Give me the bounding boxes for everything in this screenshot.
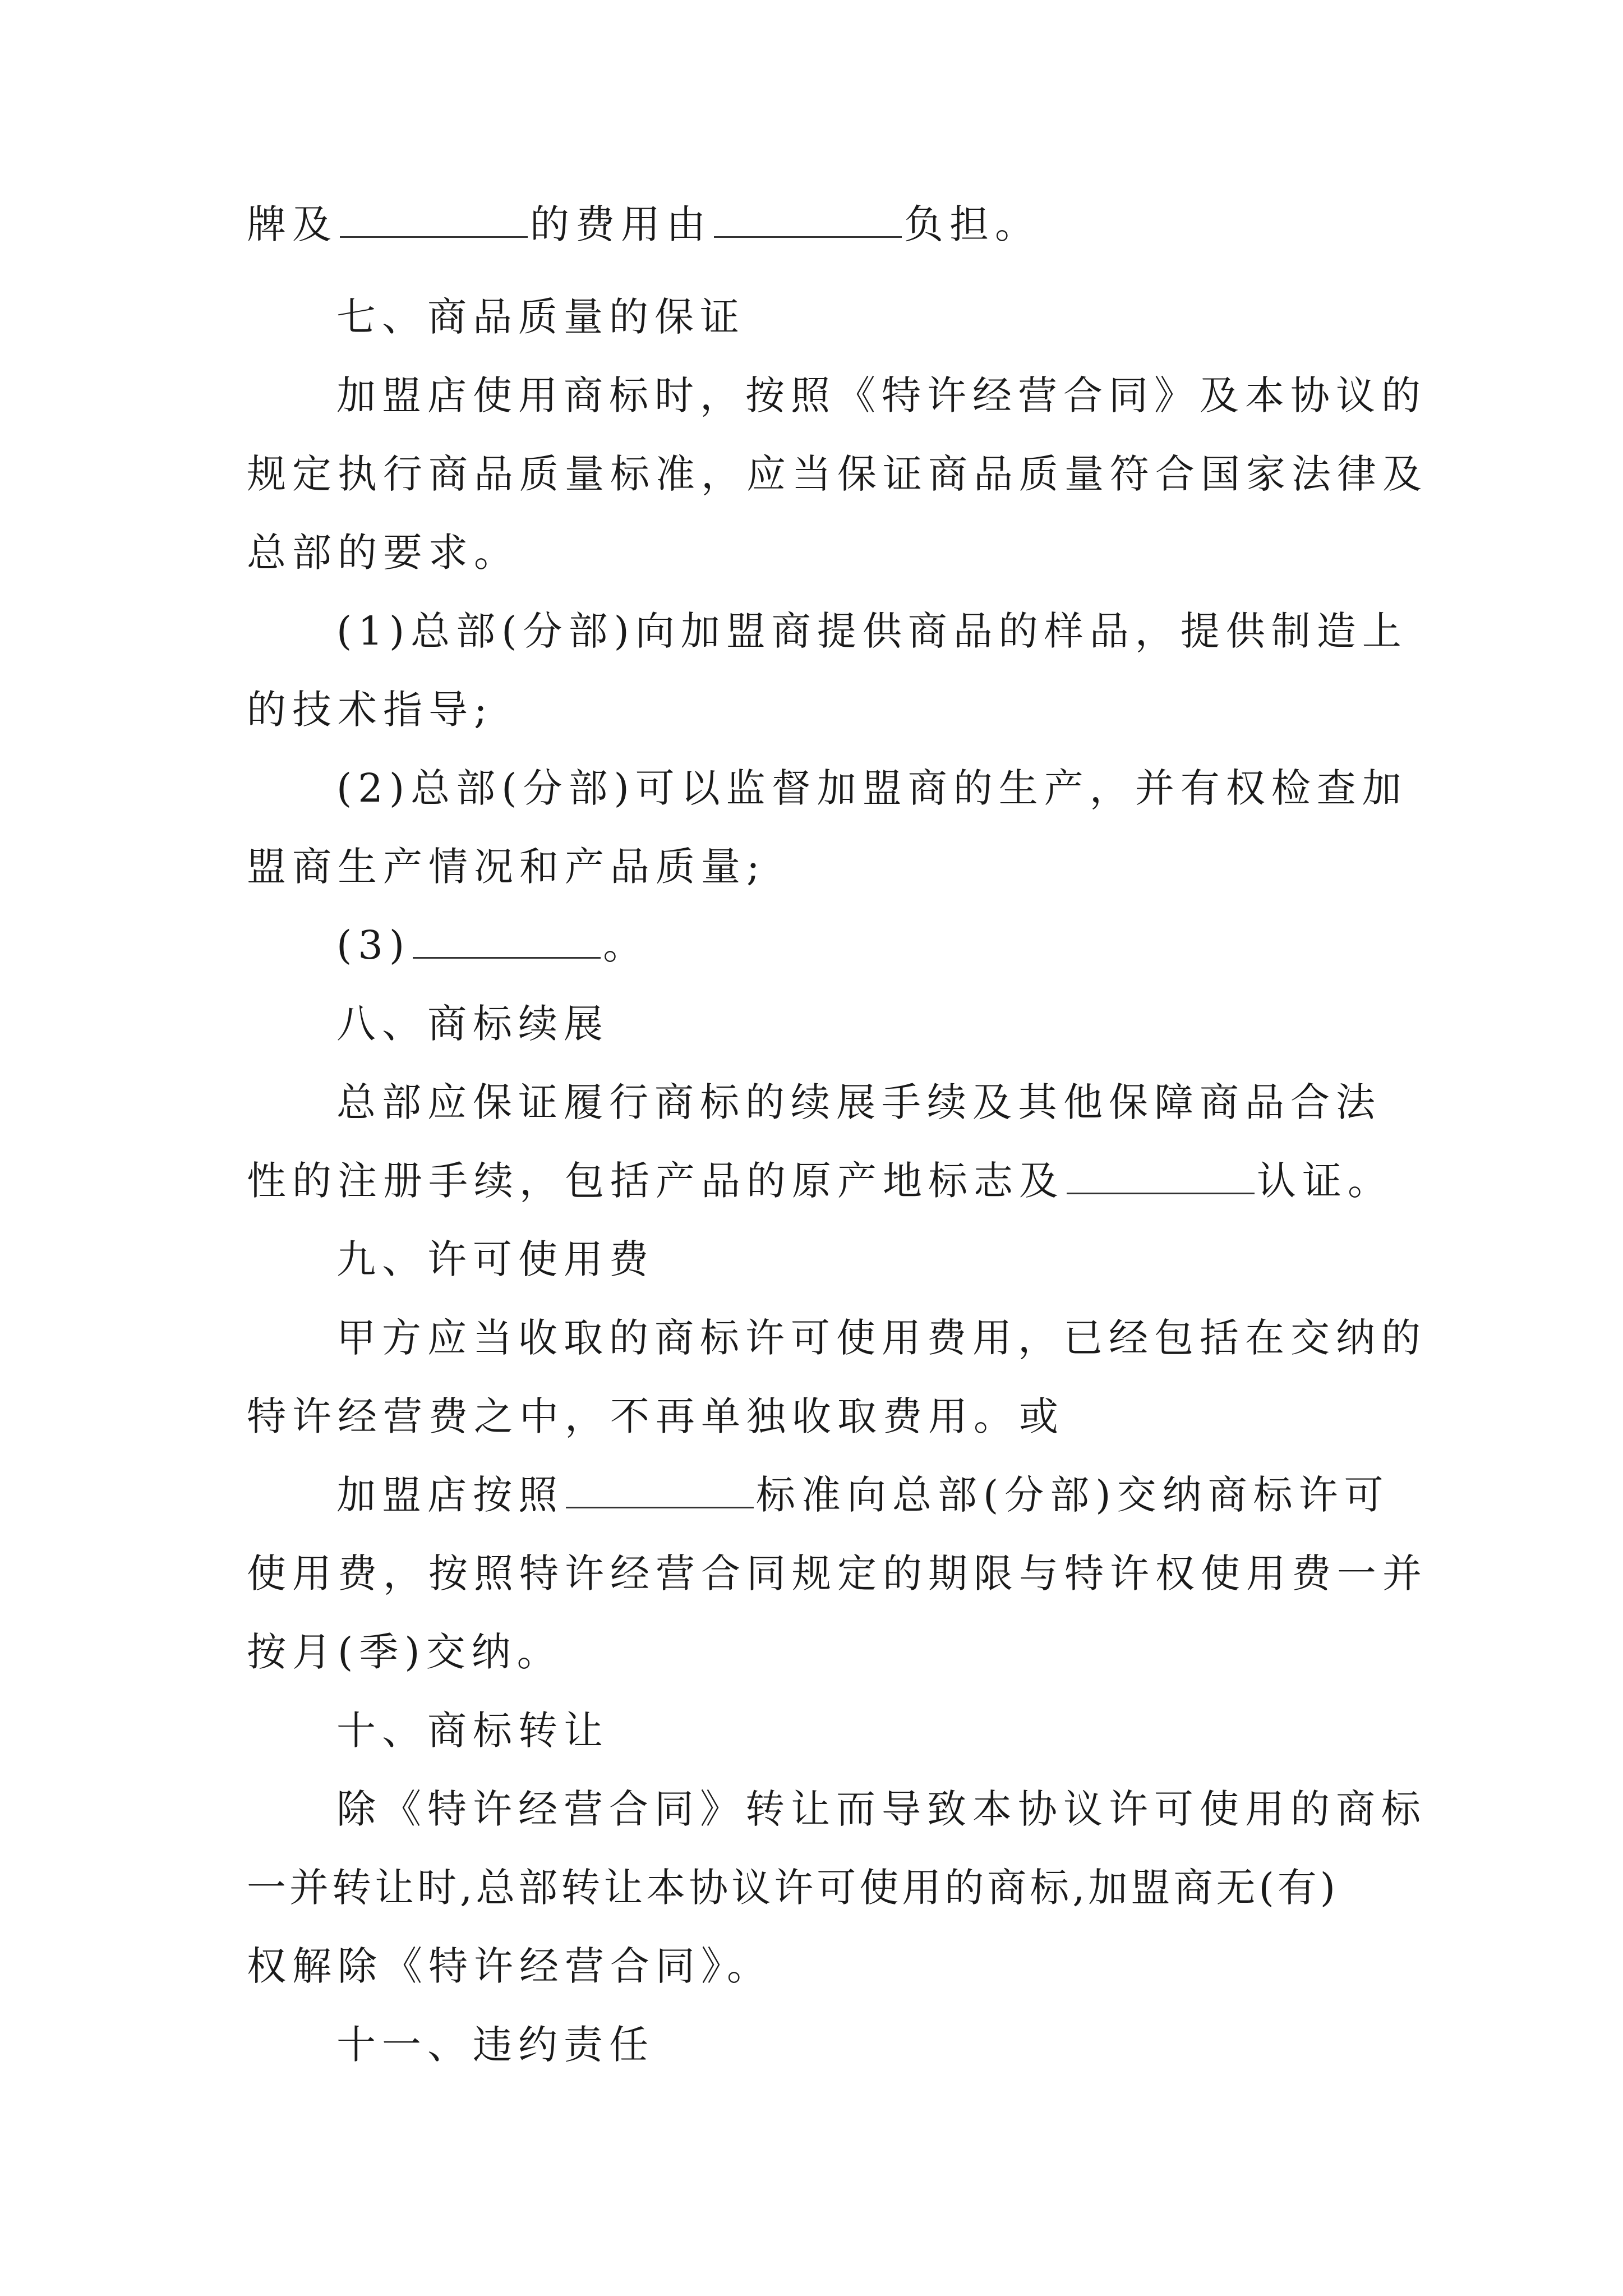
text-run: 规定执行商品质量标准，应当保证商品质量符合国家法律及 <box>247 451 1428 497</box>
text-run: 甲方应当收取的商标许可使用费用，已经包括在交纳的 <box>336 1315 1427 1361</box>
section-heading <box>336 1234 654 1285</box>
text-run: 。 <box>603 922 649 968</box>
paragraph-line <box>247 527 519 578</box>
paragraph-line <box>247 449 1428 499</box>
text-run: 除《特许经营合同》转让而导致本协议许可使用的商标 <box>336 1786 1427 1832</box>
paragraph-line <box>336 763 1408 813</box>
text-run: 总部应保证履行商标的续展手续及其他保障商品合法 <box>336 1079 1381 1125</box>
paragraph-line <box>247 199 1040 250</box>
paragraph-line <box>336 606 1408 656</box>
text-run: 负担。 <box>904 201 1040 247</box>
text-run: 标准向总部(分部)交纳商标许可 <box>756 1472 1390 1518</box>
heading-text: 十一、违约责任 <box>336 2022 654 2068</box>
fill-blank <box>566 1472 754 1508</box>
paragraph-line <box>247 1627 562 1677</box>
paragraph-line <box>247 841 766 892</box>
text-run: 权解除《特许经营合同》。 <box>247 1943 772 1989</box>
section-heading <box>336 2019 654 2070</box>
text-run: 盟商生产情况和产品质量; <box>247 844 766 890</box>
text-run: 特许经营费之中，不再单独收取费用。或 <box>247 1393 1064 1439</box>
text-run: 认证。 <box>1257 1158 1393 1204</box>
section-heading <box>336 999 609 1049</box>
text-run: 的费用由 <box>530 201 712 247</box>
fill-blank <box>340 201 528 238</box>
heading-text: 九、许可使用费 <box>336 1236 654 1282</box>
paragraph-line <box>336 1313 1427 1363</box>
section-heading <box>336 1705 609 1756</box>
paragraph-line <box>247 1862 1339 1913</box>
section-heading <box>336 292 745 342</box>
paragraph-line <box>247 1941 772 1991</box>
paragraph-line <box>247 1548 1428 1599</box>
text-run: 性的注册手续，包括产品的原产地标志及 <box>247 1158 1064 1204</box>
text-run: 加盟店使用商标时，按照《特许经营合同》及本协议的 <box>336 372 1427 418</box>
fill-blank <box>714 201 902 238</box>
paragraph-line <box>336 1470 1390 1520</box>
heading-text: 十、商标转让 <box>336 1708 609 1754</box>
text-run: (3) <box>336 922 411 968</box>
paragraph-line <box>247 1391 1064 1442</box>
text-run: 的技术指导; <box>247 687 494 733</box>
text-run: 总部的要求。 <box>247 530 519 576</box>
paragraph-line <box>247 684 494 735</box>
text-run: (2)总部(分部)可以监督加盟商的生产，并有权检查加 <box>336 765 1408 811</box>
text-run: 使用费，按照特许经营合同规定的期限与特许权使用费一并 <box>247 1550 1428 1596</box>
text-run: 按月(季)交纳。 <box>247 1629 562 1675</box>
text-run: 加盟店按照 <box>336 1472 564 1518</box>
heading-text: 八、商标续展 <box>336 1001 609 1047</box>
paragraph-line <box>336 370 1427 421</box>
text-run: 牌及 <box>247 201 338 247</box>
fill-blank <box>1067 1158 1255 1194</box>
paragraph-line <box>336 1077 1381 1128</box>
fill-blank <box>413 922 601 959</box>
text-run: 一并转让时,总部转让本协议许可使用的商标,加盟商无(有) <box>247 1865 1339 1911</box>
paragraph-line <box>336 920 648 970</box>
text-run: (1)总部(分部)向加盟商提供商品的样品，提供制造上 <box>336 608 1408 654</box>
paragraph-line <box>336 1784 1427 1834</box>
heading-text: 七、商品质量的保证 <box>336 294 745 340</box>
paragraph-line <box>247 1156 1393 1206</box>
